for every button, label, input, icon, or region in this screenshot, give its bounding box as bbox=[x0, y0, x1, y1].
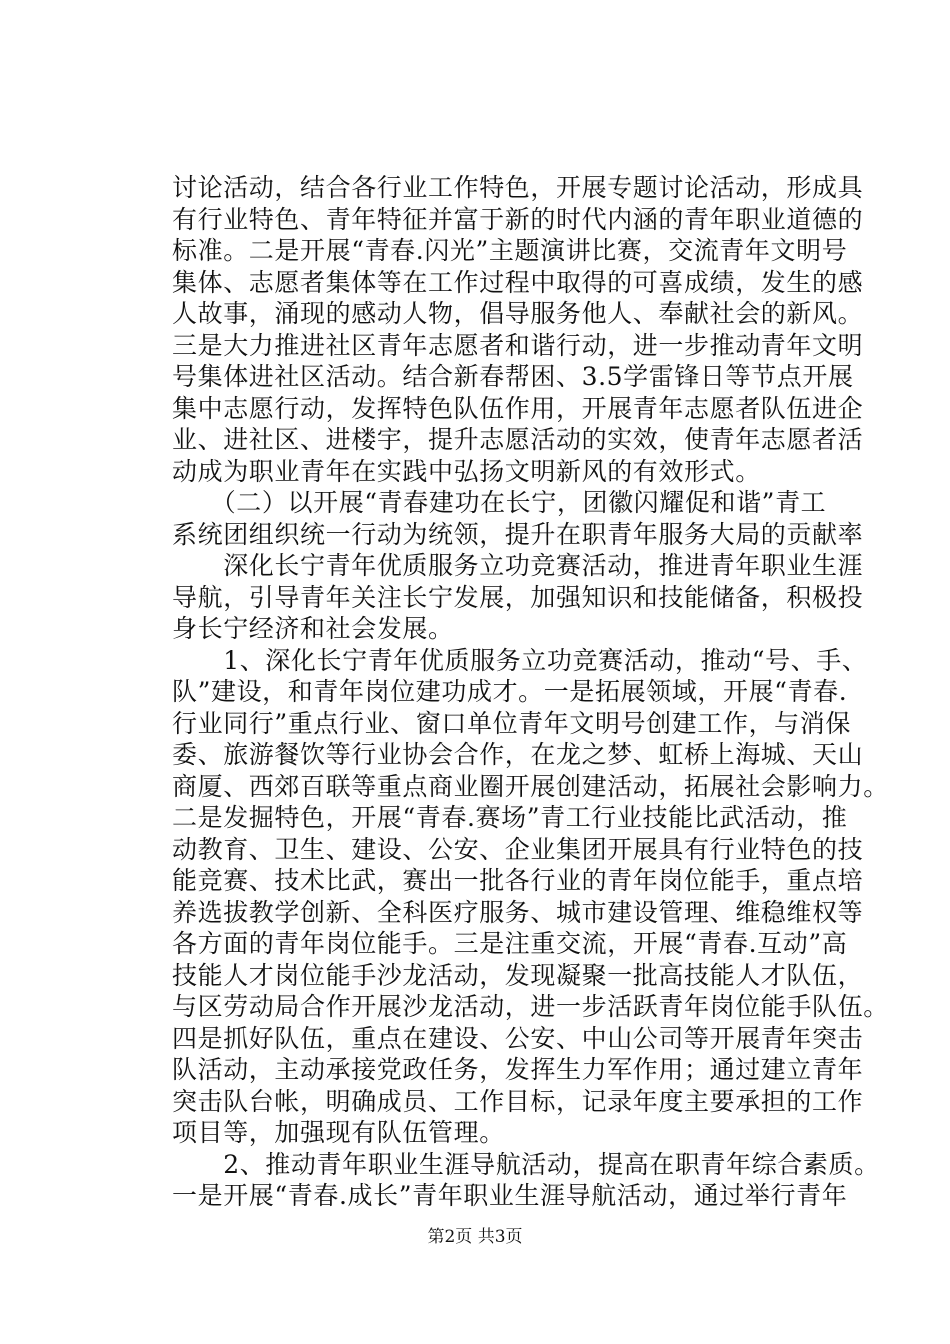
text-line: 导航，引导青年关注长宁发展，加强知识和技能储备，积极投 bbox=[172, 582, 864, 612]
page-footer bbox=[0, 1226, 950, 1248]
text-line: 项目等，加强现有队伍管理。 bbox=[172, 1118, 505, 1147]
text-line: 讨论活动，结合各行业工作特色，开展专题讨论活动，形成具 bbox=[172, 173, 864, 202]
text-line: 业、进社区、进楼宇，提升志愿活动的实效，使青年志愿者活 bbox=[172, 425, 864, 454]
section-heading-line: （二）以开展“青春建功在长宁，团徽闪耀促和谐”青工 bbox=[172, 488, 827, 517]
text-line: 养选拔教学创新、全科医疗服务、城市建设管理、维稳维权等 bbox=[172, 897, 864, 927]
text-line: 一是开展“青春.成长”青年职业生涯导航活动，通过举行青年 bbox=[172, 1181, 848, 1210]
text-line: 深化长宁青年优质服务立功竞赛活动，推进青年职业生涯 bbox=[172, 551, 864, 580]
text-line: 有行业特色、青年特征并富于新的时代内涵的青年职业道德的 bbox=[172, 204, 864, 234]
page-number: 第2页 共3页 bbox=[427, 1227, 523, 1247]
text-line: 能竞赛、技术比武，赛出一批各行业的青年岗位能手，重点培 bbox=[172, 866, 864, 895]
text-line: 动成为职业青年在实践中弘扬文明新风的有效形式。 bbox=[172, 456, 761, 486]
text-line: 委、旅游餐饮等行业协会合作，在龙之梦、虹桥上海城、天山 bbox=[172, 740, 864, 769]
text-line: 二是发掘特色，开展“青春.赛场”青工行业技能比武活动，推 bbox=[172, 803, 848, 832]
text-line: 突击队台帐，明确成员、工作目标，记录年度主要承担的工作 bbox=[172, 1086, 864, 1116]
text-line: 队”建设，和青年岗位建功成才。一是拓展领域，开展“青春. bbox=[172, 677, 848, 706]
text-line: 动教育、卫生、建设、公安、企业集团开展具有行业特色的技 bbox=[172, 834, 864, 864]
text-line: 与区劳动局合作开展沙龙活动，进一步活跃青年岗位能手队伍。 bbox=[172, 992, 889, 1021]
text-line: 队活动，主动承接党政任务，发挥生力军作用；通过建立青年 bbox=[172, 1055, 864, 1084]
text-line: 人故事，涌现的感动人物，倡导服务他人、奉献社会的新风。 bbox=[172, 299, 864, 328]
text-line: 1、深化长宁青年优质服务立功竞赛活动，推动“号、手、 bbox=[172, 645, 868, 675]
text-line: 四是抓好队伍，重点在建设、公安、中山公司等开展青年突击 bbox=[172, 1023, 864, 1053]
text-line: 标准。二是开展“青春.闪光”主题演讲比赛，交流青年文明号 bbox=[172, 236, 848, 265]
text-line: 行业同行”重点行业、窗口单位青年文明号创建工作，与消保 bbox=[172, 708, 851, 738]
text-line: 2、推动青年职业生涯导航活动，提高在职青年综合素质。 bbox=[172, 1149, 880, 1179]
text-line: 三是大力推进社区青年志愿者和谐行动，进一步推动青年文明 bbox=[172, 330, 864, 360]
text-line: 号集体进社区活动。结合新春帮困、3.5学雷锋日等节点开展 bbox=[172, 362, 854, 391]
text-line: 集中志愿行动，发挥特色队伍作用，开展青年志愿者队伍进企 bbox=[172, 393, 864, 423]
text-line: 身长宁经济和社会发展。 bbox=[172, 614, 454, 643]
text-line: 技能人才岗位能手沙龙活动，发现凝聚一批高技能人才队伍， bbox=[172, 960, 864, 990]
text-line: 商厦、西郊百联等重点商业圈开展创建活动，拓展社会影响力。 bbox=[172, 771, 889, 801]
text-line: 各方面的青年岗位能手。三是注重交流，开展“青春.互动”高 bbox=[172, 929, 848, 958]
text-line: 集体、志愿者集体等在工作过程中取得的可喜成绩，发生的感 bbox=[172, 267, 864, 297]
section-heading-line: 系统团组织统一行动为统领，提升在职青年服务大局的贡献率 bbox=[172, 519, 864, 549]
body-text bbox=[172, 172, 889, 1212]
